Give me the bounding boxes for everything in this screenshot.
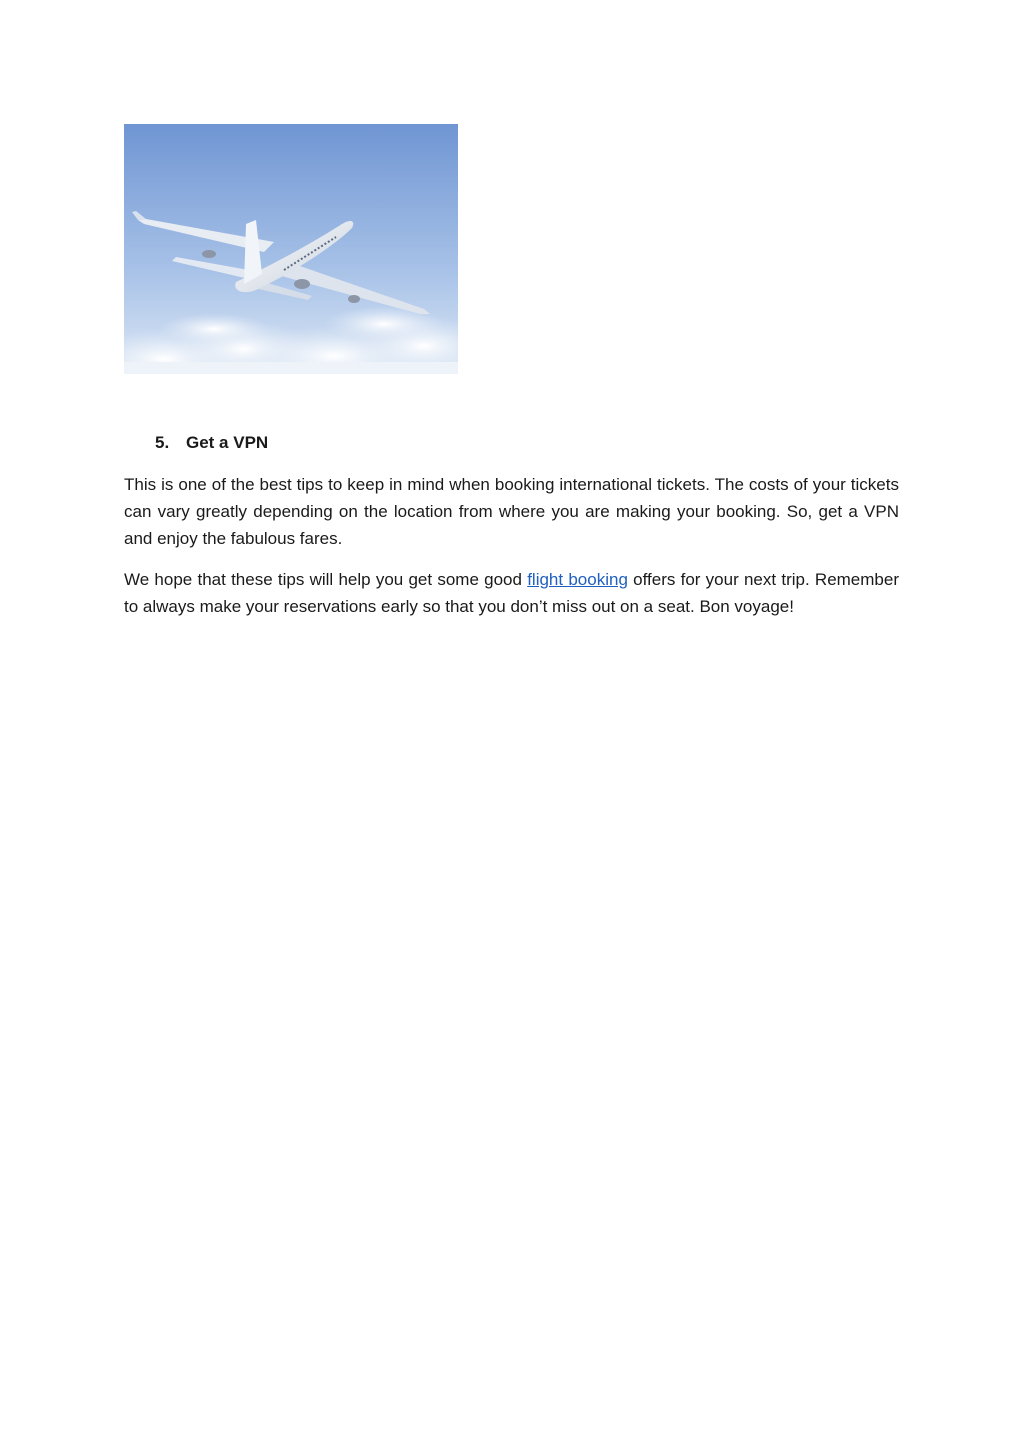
paragraph-closing [124,566,899,620]
airplane-icon [124,124,458,374]
flight-booking-link[interactable]: flight booking [527,570,628,589]
paragraph-closing-start: We hope that these tips will help you get some good [124,570,528,589]
section-number: 5. [155,433,170,452]
section-title: Get a VPN [186,433,269,452]
paragraph-vpn-tip: This is one of the best tips to keep in mind when booking international tickets. The costs of your tickets can vary greatly depending on the location from where you are making your booking. So, get a VPN and enjoy the fabulous fares. [124,475,899,548]
section-heading [155,432,268,454]
paragraph-closing-end: offers for your next trip. Remember to always make your reservations early so that you don’t miss out on a seat. Bon voyage! [124,570,899,616]
airplane-photo [124,124,458,374]
